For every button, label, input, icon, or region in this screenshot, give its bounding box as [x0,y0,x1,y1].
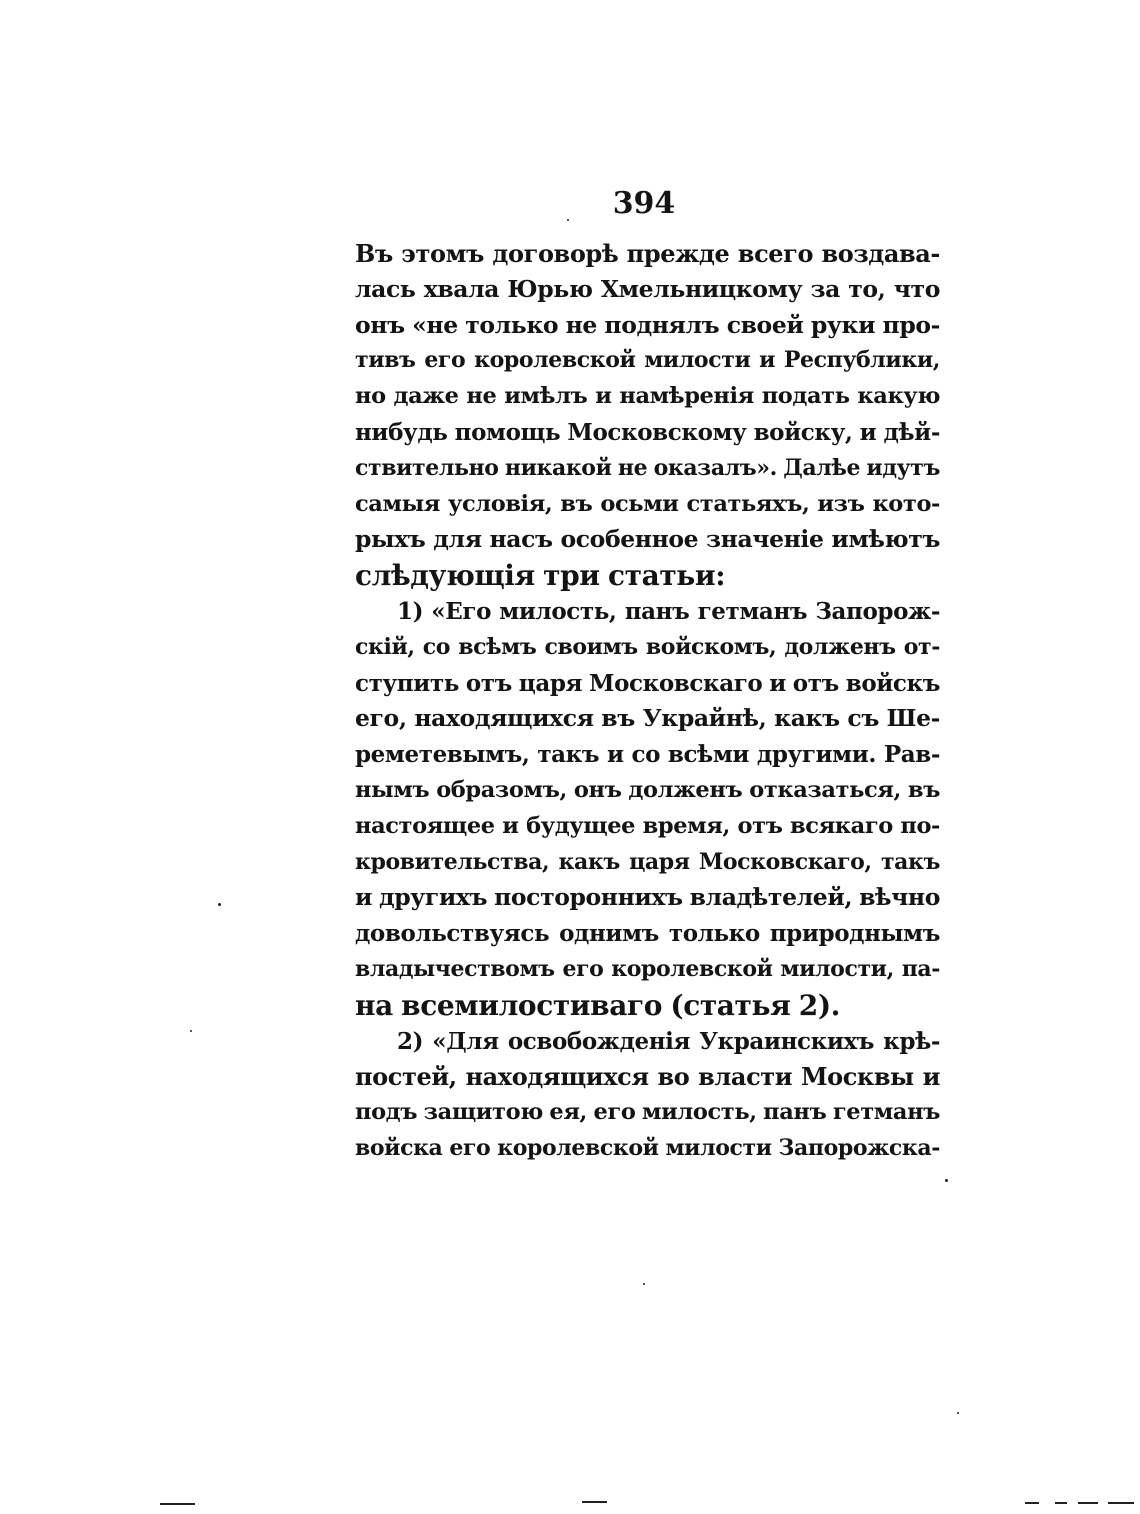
scan-speck [957,1412,959,1414]
text-line: рыхъ для насъ особенное значеніе имѣютъ [355,525,940,554]
text-line: но даже не имѣлъ и намѣренія подать какую [355,383,940,410]
text-line: постей, находящихся во власти Москвы и [355,1062,940,1092]
text-line: его, находящихся въ Украйнѣ, какъ съ Ше- [355,704,940,733]
scan-mark [1078,1502,1098,1504]
text-line: войска его королевской милости Запорожска- [355,1134,940,1161]
text-line: скій, со всѣмъ своимъ войскомъ, долженъ от- [355,633,940,660]
text-line: настоящее и будущее время, отъ всякаго по- [355,812,940,839]
scan-speck [643,1283,645,1285]
scan-speck [567,219,569,221]
text-line: реметевымъ, такъ и со всѣми другими. Рав- [355,741,940,769]
text-line: тивъ его королевской милости и Республики, [355,347,940,374]
text-line: владычествомъ его королевской милости, па- [355,955,940,982]
text-line: и другихъ постороннихъ владѣтелей, вѣчно [355,883,940,912]
text-line: на всемилостиваго (статья 2). [355,988,841,1022]
page-number: 394 [612,186,676,221]
scan-mark [1108,1502,1134,1504]
text-line: ступить отъ царя Московскаго и отъ войскъ [355,669,940,697]
text-line: кровительства, какъ царя Московскаго, такъ [355,848,940,875]
scan-speck [218,903,221,906]
body-text [355,236,940,1167]
scan-mark [1055,1502,1067,1504]
text-line: подъ защитою ея, его милость, панъ гетманъ [355,1099,940,1126]
text-line: довольствуясь однимъ только природнымъ [355,920,940,948]
text-line: 2) «Для освобожденія Украинскихъ крѣ- [397,1027,940,1055]
text-line: слѣдующія три статьи: [355,559,726,593]
text-line: 1) «Его милость, панъ гетманъ Запорож- [397,597,940,625]
scan-speck [190,1030,192,1032]
text-line: лась хвала Юрью Хмельницкому за то, что [355,274,940,303]
text-line: Въ этомъ договорѣ прежде всего воздава- [355,239,940,268]
text-line: самыя условія, въ осьми статьяхъ, изъ кото- [355,490,940,517]
text-line: ствительно никакой не оказалъ». Далѣе идутъ [355,454,940,481]
text-line: нымъ образомъ, онъ долженъ отказаться, въ [355,776,940,803]
scan-mark [160,1503,195,1505]
scan-mark [1025,1502,1039,1504]
text-line: онъ «не только не поднялъ своей руки про- [355,310,940,339]
text-line: нибудь помощь Московскому войску, и дѣй- [355,418,940,446]
scan-speck [945,1179,948,1182]
scan-mark [582,1501,607,1503]
